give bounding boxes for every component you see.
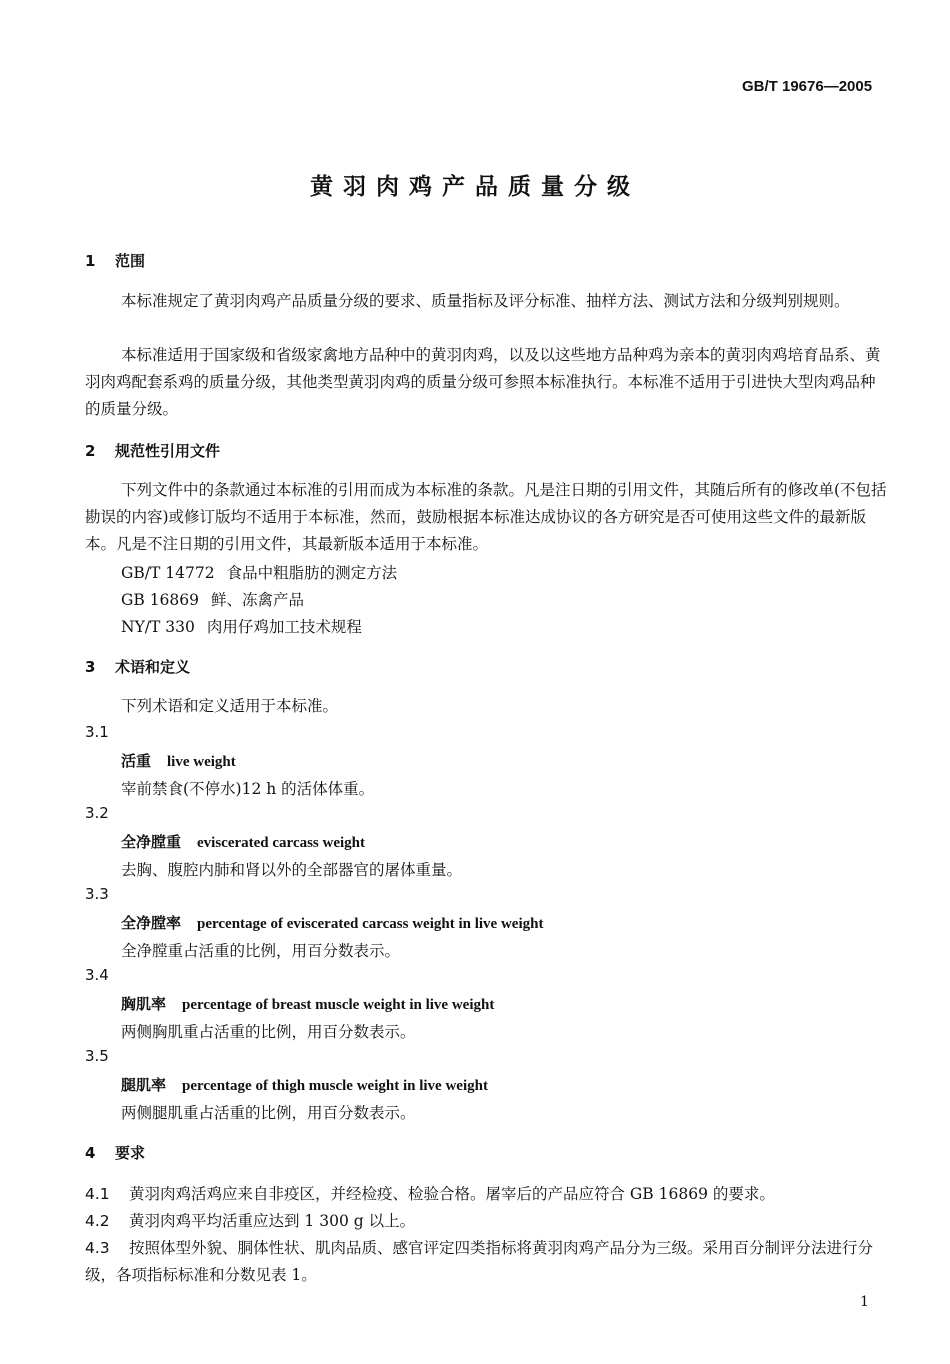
requirement-number: 4.3 [85,1239,110,1257]
term-heading [121,750,236,771]
reference-code: GB/T 14772 [121,564,215,582]
requirement-text: 黄羽肉鸡平均活重应达到 1 300 g 以上。 [129,1212,416,1230]
term-heading [121,831,365,852]
term-definition: 去胸、腹腔内肺和肾以外的全部器官的屠体重量。 [121,861,463,879]
section-title: 要求 [115,1144,146,1162]
document-title: 黄羽肉鸡产品质量分级 [310,174,640,200]
term-zh: 全净膛率 [121,914,182,932]
term-number: 3.3 [85,885,109,903]
section-1-paragraph-1: 本标准规定了黄羽肉鸡产品质量分级的要求、质量指标及评分标准、抽样方法、测试方法和分级判别规则。 [121,292,850,310]
term-heading [121,912,543,933]
term-definition: 两侧胸肌重占活重的比例，用百分数表示。 [121,1023,416,1041]
reference-code: GB 16869 [121,591,200,609]
term-number: 3.2 [85,804,109,822]
requirement-item [85,1182,775,1204]
term-zh: 活重 [121,752,152,770]
term-en: percentage of thigh muscle weight in live weight [182,1078,488,1094]
requirement-item [85,1209,415,1231]
term-zh: 全净膛重 [121,833,182,851]
section-2-paragraph: 下列文件中的条款通过本标准的引用而成为本标准的条款。凡是注日期的引用文件，其随后所有的修改单(不包括勘误的内容)或修订版均不适用于本标准，然而，鼓励根据本标准达成协议的各方研究是否可使用这些文件的最新版本。凡是不注日期的引用文件，其最新版本适用于本标准。 [85,481,887,553]
section-title: 规范性引用文件 [115,442,221,460]
section-number: 4 [85,1144,96,1162]
term-heading [121,1074,488,1095]
section-title: 术语和定义 [115,658,191,676]
section-number: 1 [85,252,96,270]
term-definition: 全净膛重占活重的比例，用百分数表示。 [121,942,401,960]
section-2-heading [85,440,220,461]
requirement-text: 按照体型外貌、胴体性状、肌肉品质、感官评定四类指标将黄羽肉鸡产品分为三级。采用百分制评分法进行分级，各项指标标准和分数见表 1。 [85,1239,874,1284]
reference-item [121,561,397,583]
page-number: 1 [860,1294,869,1310]
section-1-heading [85,250,145,271]
reference-item [121,615,362,637]
reference-code: NY/T 330 [121,618,195,636]
reference-title: 鲜、冻禽产品 [211,591,305,609]
section-1-paragraph-2: 本标准适用于国家级和省级家禽地方品种中的黄羽肉鸡，以及以这些地方品种鸡为亲本的黄羽肉鸡培育品系、黄羽肉鸡配套系鸡的质量分级，其他类型黄羽肉鸡的质量分级可参照本标准执行。本标准不适用于引进快大型肉鸡品种的质量分级。 [85,346,881,418]
section-3-heading [85,656,190,677]
section-number: 2 [85,442,96,460]
requirement-number: 4.2 [85,1212,110,1230]
requirement-item [85,1235,890,1289]
term-definition: 宰前禁食(不停水)12 h 的活体体重。 [121,780,375,798]
term-en: percentage of eviscerated carcass weight in live weight [197,916,544,932]
term-zh: 胸肌率 [121,995,167,1013]
section-4-heading [85,1142,145,1163]
term-heading [121,993,494,1014]
requirement-number: 4.1 [85,1185,110,1203]
section-3-intro: 下列术语和定义适用于本标准。 [121,697,339,715]
term-zh: 腿肌率 [121,1076,167,1094]
term-number: 3.5 [85,1047,109,1065]
term-en: eviscerated carcass weight [197,835,366,851]
section-number: 3 [85,658,96,676]
requirement-text: 黄羽肉鸡活鸡应来自非疫区，并经检疫、检验合格。屠宰后的产品应符合 GB 16869 的要求。 [129,1185,775,1203]
section-title: 范围 [115,252,146,270]
term-en: percentage of breast muscle weight in live weight [182,997,495,1013]
term-number: 3.1 [85,723,109,741]
reference-title: 肉用仔鸡加工技术规程 [206,618,362,636]
term-en: live weight [167,754,236,770]
document-id: GB/T 19676—2005 [742,78,873,95]
term-definition: 两侧腿肌重占活重的比例，用百分数表示。 [121,1104,416,1122]
term-number: 3.4 [85,966,109,984]
reference-item [121,588,304,610]
reference-title: 食品中粗脂肪的测定方法 [226,564,398,582]
